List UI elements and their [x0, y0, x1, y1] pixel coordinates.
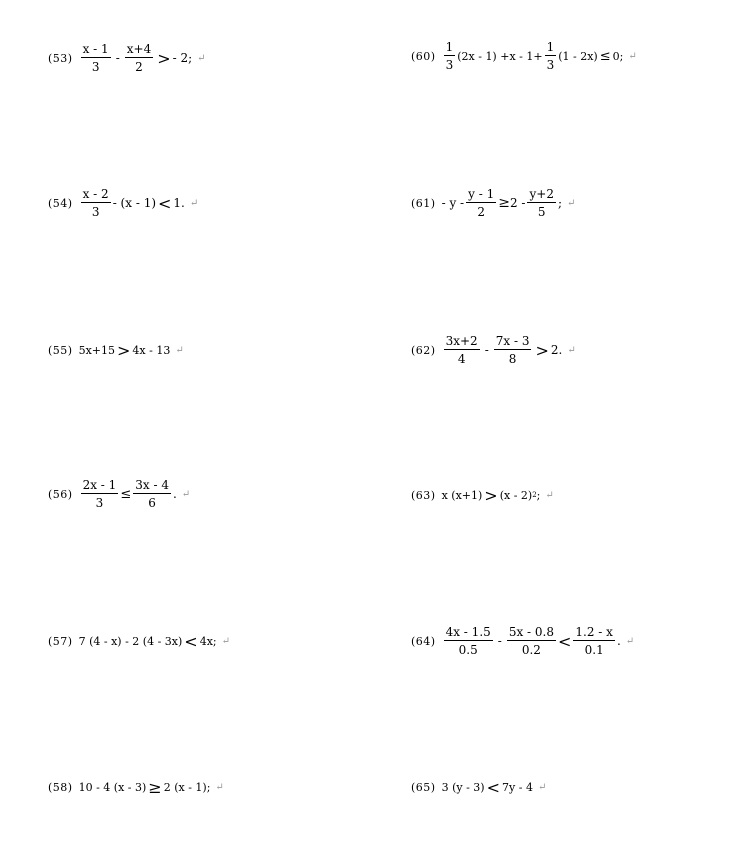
numerator: 1: [546, 40, 555, 54]
expression-text: .: [172, 487, 177, 501]
relation-symbol: ≤: [120, 486, 132, 502]
denominator: 2: [135, 60, 143, 74]
operator: -: [115, 51, 120, 65]
return-mark-icon: ↵: [181, 488, 191, 500]
problem-60: [411, 36, 637, 76]
problem-number: (58): [48, 780, 73, 794]
relation-symbol: >: [157, 48, 171, 68]
problem-53: [48, 38, 206, 78]
problem-61: [411, 183, 575, 223]
numerator: 2x - 1: [82, 478, 117, 492]
denominator: 3: [546, 58, 555, 72]
numerator: 1: [445, 40, 454, 54]
problem-number: (54): [48, 196, 73, 210]
problem-55: [48, 330, 184, 370]
expression-text: 2 -: [509, 196, 526, 210]
return-mark-icon: ↵: [567, 197, 576, 209]
denominator: 8: [508, 352, 517, 366]
denominator: 6: [148, 496, 156, 510]
fraction: [494, 335, 532, 365]
fraction: [527, 188, 555, 218]
problem-63: [411, 475, 554, 515]
denominator: 2: [477, 205, 485, 219]
return-mark-icon: ↵: [628, 50, 637, 62]
relation-symbol: >: [484, 485, 498, 505]
expression-text: 2 (x - 1);: [163, 780, 211, 794]
expression-text: - (x - 1): [112, 196, 157, 210]
fraction: [81, 43, 111, 73]
problem-57: [48, 621, 230, 661]
relation-symbol: <: [486, 777, 501, 797]
numerator: x+4: [126, 42, 152, 56]
problem-number: (62): [411, 343, 436, 357]
numerator: y+2: [529, 187, 554, 201]
numerator: y - 1: [468, 187, 495, 201]
denominator: 3: [445, 58, 454, 72]
relation-symbol: ≥: [498, 195, 510, 211]
problem-number: (57): [48, 634, 73, 648]
problem-number: (64): [411, 634, 436, 648]
expression-text: ;: [557, 196, 562, 210]
expression-text: 10 - 4 (x - 3): [78, 780, 147, 794]
problem-65: [411, 767, 546, 807]
expression-text: 7y - 4: [502, 780, 533, 794]
expression-text: 7 (4 - x) - 2 (4 - 3x): [78, 634, 183, 648]
denominator: 0.5: [458, 643, 478, 657]
problem-number: (63): [411, 488, 436, 502]
expression-text: (1 - 2x): [558, 49, 598, 63]
fraction: [125, 43, 153, 73]
operator: -: [484, 343, 489, 357]
return-mark-icon: ↵: [215, 781, 224, 793]
relation-symbol: <: [184, 631, 198, 651]
fraction: [81, 188, 111, 218]
problem-number: (60): [411, 49, 436, 63]
denominator: 3: [91, 205, 100, 219]
numerator: x - 2: [82, 187, 109, 201]
fraction: [81, 479, 119, 509]
relation-symbol: ≥: [148, 777, 162, 797]
problem-62: [411, 330, 576, 370]
relation-symbol: <: [158, 193, 172, 213]
expression-text: 2.: [550, 343, 563, 357]
return-mark-icon: ↵: [189, 197, 199, 209]
numerator: 7x - 3: [495, 334, 530, 348]
denominator: 0.1: [584, 643, 604, 657]
numerator: x - 1: [82, 42, 109, 56]
expression-text: (x - 2): [499, 488, 533, 502]
relation-symbol: ≤: [599, 48, 611, 64]
numerator: 3x+2: [445, 334, 478, 348]
problem-54: [48, 183, 198, 223]
problem-64: [411, 621, 634, 661]
fraction: [545, 41, 557, 71]
numerator: 4x - 1.5: [445, 625, 491, 639]
fraction: [466, 188, 496, 218]
relation-symbol: <: [558, 631, 572, 651]
numerator: 3x - 4: [135, 478, 169, 492]
problem-number: (56): [48, 487, 73, 501]
expression-text: - y -: [441, 196, 465, 210]
return-mark-icon: ↵: [197, 52, 206, 64]
fraction: [444, 626, 493, 656]
fraction: [573, 626, 615, 656]
fraction: [444, 335, 480, 365]
numerator: 5x - 0.8: [508, 625, 554, 639]
expression-text: .: [616, 634, 621, 648]
return-mark-icon: ↵: [625, 635, 635, 647]
expression-text: (2x - 1) +x - 1+: [457, 49, 543, 63]
fraction: [444, 41, 456, 71]
denominator: 3: [95, 496, 104, 510]
return-mark-icon: ↵: [567, 344, 576, 356]
expression-text: 0;: [612, 49, 624, 63]
problem-number: (55): [48, 343, 73, 357]
expression-text: 5x+15: [78, 343, 116, 357]
return-mark-icon: ↵: [175, 344, 184, 356]
expression-text: 1.: [173, 196, 185, 210]
expression-text: - 2;: [172, 51, 193, 65]
problem-58: [48, 767, 224, 807]
expression-text: 4x - 13: [132, 343, 171, 357]
expression-text: x (x+1): [441, 488, 483, 502]
problem-56: [48, 474, 190, 514]
expression-text: 4x;: [199, 634, 217, 648]
expression-text: ;: [536, 488, 541, 502]
denominator: 5: [537, 205, 546, 219]
problem-number: (53): [48, 51, 73, 65]
return-mark-icon: ↵: [221, 635, 231, 647]
exponent: 2: [532, 491, 537, 499]
denominator: 4: [457, 352, 466, 366]
problem-number: (65): [411, 780, 436, 794]
denominator: 3: [91, 60, 100, 74]
numerator: 1.2 - x: [575, 625, 613, 639]
return-mark-icon: ↵: [545, 489, 554, 501]
relation-symbol: >: [117, 340, 131, 360]
problem-number: (61): [411, 196, 436, 210]
operator: -: [497, 634, 502, 648]
fraction: [507, 626, 556, 656]
relation-symbol: >: [535, 340, 549, 360]
fraction: [133, 479, 171, 509]
return-mark-icon: ↵: [537, 781, 547, 793]
expression-text: 3 (y - 3): [441, 780, 485, 794]
denominator: 0.2: [521, 643, 541, 657]
